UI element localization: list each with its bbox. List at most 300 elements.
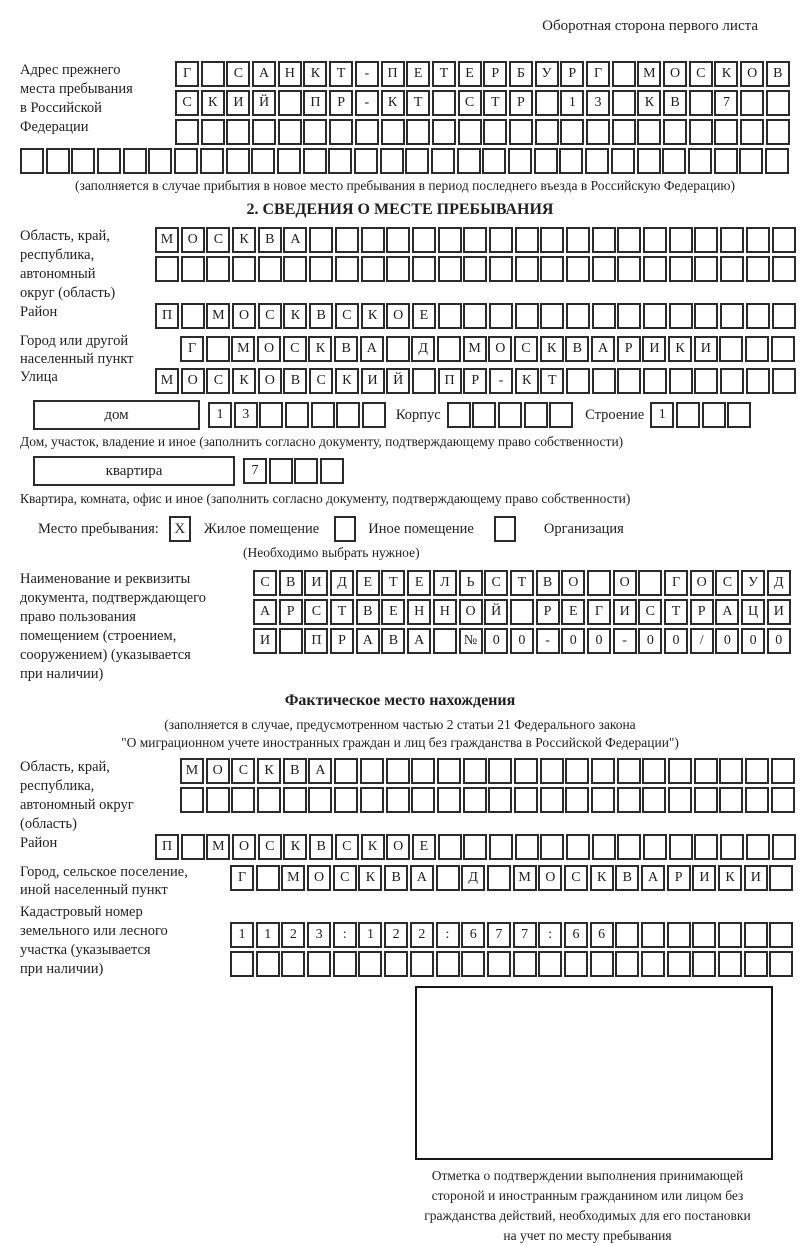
char-cell[interactable]: 0 — [510, 628, 534, 654]
char-cell[interactable]: В — [615, 865, 639, 891]
char-cell[interactable]: Н — [433, 599, 457, 625]
char-cell[interactable] — [360, 758, 384, 784]
char-cell[interactable] — [201, 61, 225, 87]
char-cell[interactable] — [437, 787, 461, 813]
char-cell[interactable]: В — [309, 303, 333, 329]
char-cell[interactable] — [320, 458, 344, 484]
char-cell[interactable] — [458, 119, 482, 145]
org-checkbox[interactable] — [494, 516, 516, 542]
char-cell[interactable]: В — [384, 865, 408, 891]
char-cell[interactable] — [412, 227, 436, 253]
char-cell[interactable]: С — [458, 90, 482, 116]
char-cell[interactable] — [311, 402, 335, 428]
char-cell[interactable] — [436, 951, 460, 977]
char-cell[interactable]: С — [689, 61, 713, 87]
char-cell[interactable] — [720, 834, 744, 860]
char-cell[interactable]: 1 — [208, 402, 232, 428]
char-cell[interactable] — [386, 256, 410, 282]
char-cell[interactable] — [437, 758, 461, 784]
char-cell[interactable]: М — [637, 61, 661, 87]
char-cell[interactable]: 2 — [410, 922, 434, 948]
char-cell[interactable] — [181, 303, 205, 329]
char-cell[interactable]: 6 — [590, 922, 614, 948]
char-cell[interactable] — [719, 758, 743, 784]
char-cell[interactable] — [668, 758, 692, 784]
char-cell[interactable] — [515, 256, 539, 282]
char-cell[interactable] — [592, 303, 616, 329]
char-cell[interactable] — [564, 951, 588, 977]
char-cell[interactable]: 0 — [767, 628, 791, 654]
char-cell[interactable] — [772, 368, 796, 394]
char-cell[interactable]: Е — [458, 61, 482, 87]
char-cell[interactable]: О — [663, 61, 687, 87]
zhiloe-checkbox[interactable] — [169, 516, 191, 542]
char-cell[interactable]: Д — [767, 570, 791, 596]
char-cell[interactable]: 1 — [560, 90, 584, 116]
char-cell[interactable]: С — [258, 834, 282, 860]
char-cell[interactable] — [508, 148, 532, 174]
char-cell[interactable]: С — [304, 599, 328, 625]
char-cell[interactable] — [361, 227, 385, 253]
char-cell[interactable]: Р — [690, 599, 714, 625]
char-cell[interactable]: Р — [560, 61, 584, 87]
char-cell[interactable] — [463, 787, 487, 813]
char-cell[interactable] — [447, 402, 471, 428]
char-cell[interactable]: 1 — [650, 402, 674, 428]
char-cell[interactable]: Д — [461, 865, 485, 891]
char-cell[interactable] — [617, 787, 641, 813]
char-cell[interactable]: К — [283, 303, 307, 329]
char-cell[interactable]: И — [744, 865, 768, 891]
char-cell[interactable]: К — [361, 303, 385, 329]
char-cell[interactable] — [97, 148, 121, 174]
char-cell[interactable] — [362, 402, 386, 428]
char-cell[interactable]: У — [535, 61, 559, 87]
char-cell[interactable]: П — [155, 834, 179, 860]
char-cell[interactable]: Е — [561, 599, 585, 625]
char-cell[interactable] — [746, 834, 770, 860]
char-cell[interactable]: К — [335, 368, 359, 394]
char-cell[interactable]: Р — [509, 90, 533, 116]
char-cell[interactable] — [772, 303, 796, 329]
char-cell[interactable]: Д — [411, 336, 435, 362]
char-cell[interactable] — [181, 834, 205, 860]
char-cell[interactable] — [489, 303, 513, 329]
char-cell[interactable]: К — [637, 90, 661, 116]
char-cell[interactable]: 0 — [484, 628, 508, 654]
char-cell[interactable] — [689, 119, 713, 145]
char-cell[interactable]: Е — [412, 834, 436, 860]
char-cell[interactable]: Н — [278, 61, 302, 87]
char-cell[interactable]: О — [232, 834, 256, 860]
char-cell[interactable]: С — [253, 570, 277, 596]
char-cell[interactable]: К — [515, 368, 539, 394]
char-cell[interactable] — [535, 119, 559, 145]
char-cell[interactable]: Р — [330, 628, 354, 654]
char-cell[interactable] — [309, 256, 333, 282]
char-cell[interactable]: О — [690, 570, 714, 596]
char-cell[interactable] — [181, 256, 205, 282]
char-cell[interactable] — [463, 758, 487, 784]
char-cell[interactable]: С — [335, 834, 359, 860]
char-cell[interactable] — [361, 256, 385, 282]
char-cell[interactable]: В — [309, 834, 333, 860]
char-cell[interactable]: : — [333, 922, 357, 948]
char-cell[interactable] — [534, 148, 558, 174]
char-cell[interactable] — [386, 787, 410, 813]
char-cell[interactable] — [482, 148, 506, 174]
char-cell[interactable] — [540, 834, 564, 860]
char-cell[interactable]: С — [175, 90, 199, 116]
char-cell[interactable]: М — [463, 336, 487, 362]
char-cell[interactable] — [720, 368, 744, 394]
char-cell[interactable] — [676, 402, 700, 428]
char-cell[interactable]: П — [438, 368, 462, 394]
char-cell[interactable] — [771, 758, 795, 784]
char-cell[interactable] — [457, 148, 481, 174]
char-cell[interactable]: К — [540, 336, 564, 362]
char-cell[interactable] — [642, 787, 666, 813]
char-cell[interactable] — [771, 787, 795, 813]
char-cell[interactable] — [515, 227, 539, 253]
char-cell[interactable]: Е — [412, 303, 436, 329]
char-cell[interactable]: 0 — [587, 628, 611, 654]
char-cell[interactable]: А — [356, 628, 380, 654]
char-cell[interactable] — [277, 148, 301, 174]
char-cell[interactable]: К — [201, 90, 225, 116]
char-cell[interactable]: О — [258, 368, 282, 394]
char-cell[interactable]: П — [381, 61, 405, 87]
char-cell[interactable] — [285, 402, 309, 428]
char-cell[interactable] — [559, 148, 583, 174]
char-cell[interactable] — [411, 787, 435, 813]
char-cell[interactable] — [694, 368, 718, 394]
char-cell[interactable]: Е — [381, 599, 405, 625]
char-cell[interactable]: Т — [329, 61, 353, 87]
char-cell[interactable] — [540, 256, 564, 282]
char-cell[interactable]: И — [304, 570, 328, 596]
char-cell[interactable] — [592, 368, 616, 394]
char-cell[interactable]: 0 — [561, 628, 585, 654]
char-cell[interactable]: Г — [664, 570, 688, 596]
char-cell[interactable] — [333, 951, 357, 977]
char-cell[interactable] — [617, 368, 641, 394]
char-cell[interactable]: О — [307, 865, 331, 891]
char-cell[interactable] — [719, 787, 743, 813]
char-cell[interactable]: Л — [433, 570, 457, 596]
char-cell[interactable] — [720, 227, 744, 253]
char-cell[interactable]: 3 — [586, 90, 610, 116]
char-cell[interactable] — [638, 570, 662, 596]
char-cell[interactable] — [432, 119, 456, 145]
char-cell[interactable] — [718, 922, 742, 948]
char-cell[interactable] — [615, 922, 639, 948]
char-cell[interactable] — [309, 227, 333, 253]
char-cell[interactable] — [514, 787, 538, 813]
char-cell[interactable]: П — [304, 628, 328, 654]
char-cell[interactable] — [509, 119, 533, 145]
char-cell[interactable]: О — [740, 61, 764, 87]
char-cell[interactable]: Т — [540, 368, 564, 394]
char-cell[interactable]: А — [410, 865, 434, 891]
char-cell[interactable]: И — [694, 336, 718, 362]
char-cell[interactable] — [668, 787, 692, 813]
char-cell[interactable]: Г — [587, 599, 611, 625]
char-cell[interactable] — [641, 922, 665, 948]
char-cell[interactable]: О — [488, 336, 512, 362]
char-cell[interactable]: О — [206, 758, 230, 784]
char-cell[interactable]: Т — [381, 570, 405, 596]
char-cell[interactable]: С — [206, 368, 230, 394]
char-cell[interactable]: О — [386, 834, 410, 860]
char-cell[interactable]: В — [356, 599, 380, 625]
char-cell[interactable] — [360, 787, 384, 813]
char-cell[interactable]: 2 — [384, 922, 408, 948]
char-cell[interactable] — [463, 303, 487, 329]
char-cell[interactable] — [412, 256, 436, 282]
char-cell[interactable] — [746, 256, 770, 282]
char-cell[interactable]: У — [741, 570, 765, 596]
char-cell[interactable] — [386, 758, 410, 784]
char-cell[interactable] — [746, 368, 770, 394]
char-cell[interactable]: С — [564, 865, 588, 891]
char-cell[interactable] — [334, 758, 358, 784]
char-cell[interactable] — [336, 402, 360, 428]
char-cell[interactable]: К — [668, 336, 692, 362]
char-cell[interactable] — [592, 834, 616, 860]
char-cell[interactable]: О — [613, 570, 637, 596]
char-cell[interactable]: В — [334, 336, 358, 362]
char-cell[interactable] — [283, 256, 307, 282]
char-cell[interactable] — [565, 758, 589, 784]
char-cell[interactable] — [637, 148, 661, 174]
char-cell[interactable]: К — [232, 227, 256, 253]
char-cell[interactable]: Т — [432, 61, 456, 87]
char-cell[interactable]: С — [484, 570, 508, 596]
char-cell[interactable] — [643, 368, 667, 394]
char-cell[interactable] — [611, 148, 635, 174]
char-cell[interactable]: П — [155, 303, 179, 329]
char-cell[interactable]: П — [303, 90, 327, 116]
char-cell[interactable] — [744, 922, 768, 948]
char-cell[interactable]: О — [561, 570, 585, 596]
char-cell[interactable]: М — [155, 227, 179, 253]
char-cell[interactable] — [663, 119, 687, 145]
char-cell[interactable] — [432, 90, 456, 116]
char-cell[interactable] — [329, 119, 353, 145]
char-cell[interactable] — [278, 90, 302, 116]
char-cell[interactable] — [258, 256, 282, 282]
char-cell[interactable]: И — [767, 599, 791, 625]
char-cell[interactable] — [510, 599, 534, 625]
char-cell[interactable] — [642, 758, 666, 784]
char-cell[interactable] — [540, 303, 564, 329]
char-cell[interactable] — [714, 119, 738, 145]
char-cell[interactable]: Й — [484, 599, 508, 625]
char-cell[interactable] — [720, 256, 744, 282]
char-cell[interactable] — [303, 119, 327, 145]
char-cell[interactable] — [303, 148, 327, 174]
char-cell[interactable] — [669, 834, 693, 860]
char-cell[interactable] — [694, 227, 718, 253]
char-cell[interactable] — [148, 148, 172, 174]
char-cell[interactable]: И — [226, 90, 250, 116]
char-cell[interactable] — [307, 951, 331, 977]
char-cell[interactable]: С — [283, 336, 307, 362]
char-cell[interactable] — [560, 119, 584, 145]
char-cell[interactable]: Т — [664, 599, 688, 625]
char-cell[interactable]: Г — [180, 336, 204, 362]
char-cell[interactable]: А — [308, 758, 332, 784]
char-cell[interactable] — [617, 256, 641, 282]
char-cell[interactable]: Р — [329, 90, 353, 116]
char-cell[interactable] — [437, 336, 461, 362]
char-cell[interactable] — [175, 119, 199, 145]
char-cell[interactable]: К — [590, 865, 614, 891]
char-cell[interactable] — [386, 227, 410, 253]
char-cell[interactable] — [702, 402, 726, 428]
char-cell[interactable] — [765, 148, 789, 174]
char-cell[interactable] — [283, 787, 307, 813]
char-cell[interactable] — [230, 951, 254, 977]
char-cell[interactable]: 1 — [230, 922, 254, 948]
char-cell[interactable]: О — [386, 303, 410, 329]
char-cell[interactable] — [617, 227, 641, 253]
char-cell[interactable] — [771, 336, 795, 362]
char-cell[interactable] — [637, 119, 661, 145]
char-cell[interactable] — [524, 402, 548, 428]
char-cell[interactable] — [719, 336, 743, 362]
char-cell[interactable] — [692, 951, 716, 977]
char-cell[interactable]: 3 — [307, 922, 331, 948]
char-cell[interactable]: Е — [406, 61, 430, 87]
char-cell[interactable]: О — [459, 599, 483, 625]
char-cell[interactable] — [535, 90, 559, 116]
char-cell[interactable]: - — [355, 90, 379, 116]
char-cell[interactable] — [335, 227, 359, 253]
char-cell[interactable]: К — [718, 865, 742, 891]
char-cell[interactable] — [488, 787, 512, 813]
char-cell[interactable] — [487, 865, 511, 891]
char-cell[interactable] — [515, 303, 539, 329]
char-cell[interactable] — [540, 227, 564, 253]
char-cell[interactable]: М — [513, 865, 537, 891]
char-cell[interactable]: А — [283, 227, 307, 253]
char-cell[interactable]: С — [226, 61, 250, 87]
char-cell[interactable]: А — [591, 336, 615, 362]
char-cell[interactable]: Т — [510, 570, 534, 596]
char-cell[interactable] — [251, 148, 275, 174]
char-cell[interactable] — [566, 227, 590, 253]
char-cell[interactable]: Р — [483, 61, 507, 87]
char-cell[interactable] — [256, 951, 280, 977]
char-cell[interactable]: С — [258, 303, 282, 329]
char-cell[interactable] — [354, 148, 378, 174]
char-cell[interactable] — [565, 787, 589, 813]
char-cell[interactable]: М — [206, 303, 230, 329]
char-cell[interactable] — [463, 256, 487, 282]
char-cell[interactable]: Р — [463, 368, 487, 394]
char-cell[interactable]: Ь — [459, 570, 483, 596]
char-cell[interactable] — [669, 303, 693, 329]
char-cell[interactable] — [381, 119, 405, 145]
char-cell[interactable]: 7 — [487, 922, 511, 948]
char-cell[interactable]: И — [361, 368, 385, 394]
char-cell[interactable] — [586, 119, 610, 145]
char-cell[interactable]: - — [489, 368, 513, 394]
char-cell[interactable] — [587, 570, 611, 596]
char-cell[interactable] — [566, 303, 590, 329]
char-cell[interactable]: В — [283, 758, 307, 784]
char-cell[interactable] — [641, 951, 665, 977]
char-cell[interactable]: 1 — [256, 922, 280, 948]
char-cell[interactable] — [694, 256, 718, 282]
char-cell[interactable]: Ц — [741, 599, 765, 625]
char-cell[interactable]: 7 — [243, 458, 267, 484]
char-cell[interactable]: М — [206, 834, 230, 860]
char-cell[interactable] — [745, 787, 769, 813]
char-cell[interactable]: И — [253, 628, 277, 654]
char-cell[interactable] — [308, 787, 332, 813]
char-cell[interactable]: О — [181, 368, 205, 394]
char-cell[interactable] — [281, 951, 305, 977]
char-cell[interactable] — [745, 758, 769, 784]
char-cell[interactable] — [438, 256, 462, 282]
char-cell[interactable] — [226, 148, 250, 174]
char-cell[interactable] — [498, 402, 522, 428]
char-cell[interactable]: 0 — [664, 628, 688, 654]
char-cell[interactable] — [714, 148, 738, 174]
char-cell[interactable] — [294, 458, 318, 484]
char-cell[interactable] — [438, 303, 462, 329]
char-cell[interactable] — [232, 256, 256, 282]
char-cell[interactable]: А — [252, 61, 276, 87]
char-cell[interactable] — [472, 402, 496, 428]
char-cell[interactable]: В — [536, 570, 560, 596]
char-cell[interactable] — [590, 951, 614, 977]
char-cell[interactable] — [489, 227, 513, 253]
char-cell[interactable] — [538, 951, 562, 977]
char-cell[interactable] — [566, 256, 590, 282]
char-cell[interactable]: В — [766, 61, 790, 87]
char-cell[interactable] — [746, 227, 770, 253]
char-cell[interactable] — [694, 303, 718, 329]
char-cell[interactable]: Е — [407, 570, 431, 596]
char-cell[interactable] — [746, 303, 770, 329]
char-cell[interactable]: Г — [586, 61, 610, 87]
char-cell[interactable] — [566, 834, 590, 860]
char-cell[interactable] — [772, 227, 796, 253]
char-cell[interactable]: К — [358, 865, 382, 891]
char-cell[interactable]: Т — [330, 599, 354, 625]
char-cell[interactable] — [487, 951, 511, 977]
char-cell[interactable] — [592, 256, 616, 282]
char-cell[interactable] — [740, 90, 764, 116]
char-cell[interactable]: Г — [230, 865, 254, 891]
char-cell[interactable]: 6 — [461, 922, 485, 948]
char-cell[interactable] — [718, 951, 742, 977]
char-cell[interactable] — [617, 303, 641, 329]
char-cell[interactable]: К — [283, 834, 307, 860]
char-cell[interactable] — [692, 922, 716, 948]
char-cell[interactable] — [769, 951, 793, 977]
char-cell[interactable] — [592, 227, 616, 253]
char-cell[interactable]: К — [257, 758, 281, 784]
char-cell[interactable]: С — [333, 865, 357, 891]
char-cell[interactable]: О — [181, 227, 205, 253]
char-cell[interactable] — [436, 865, 460, 891]
char-cell[interactable] — [384, 951, 408, 977]
